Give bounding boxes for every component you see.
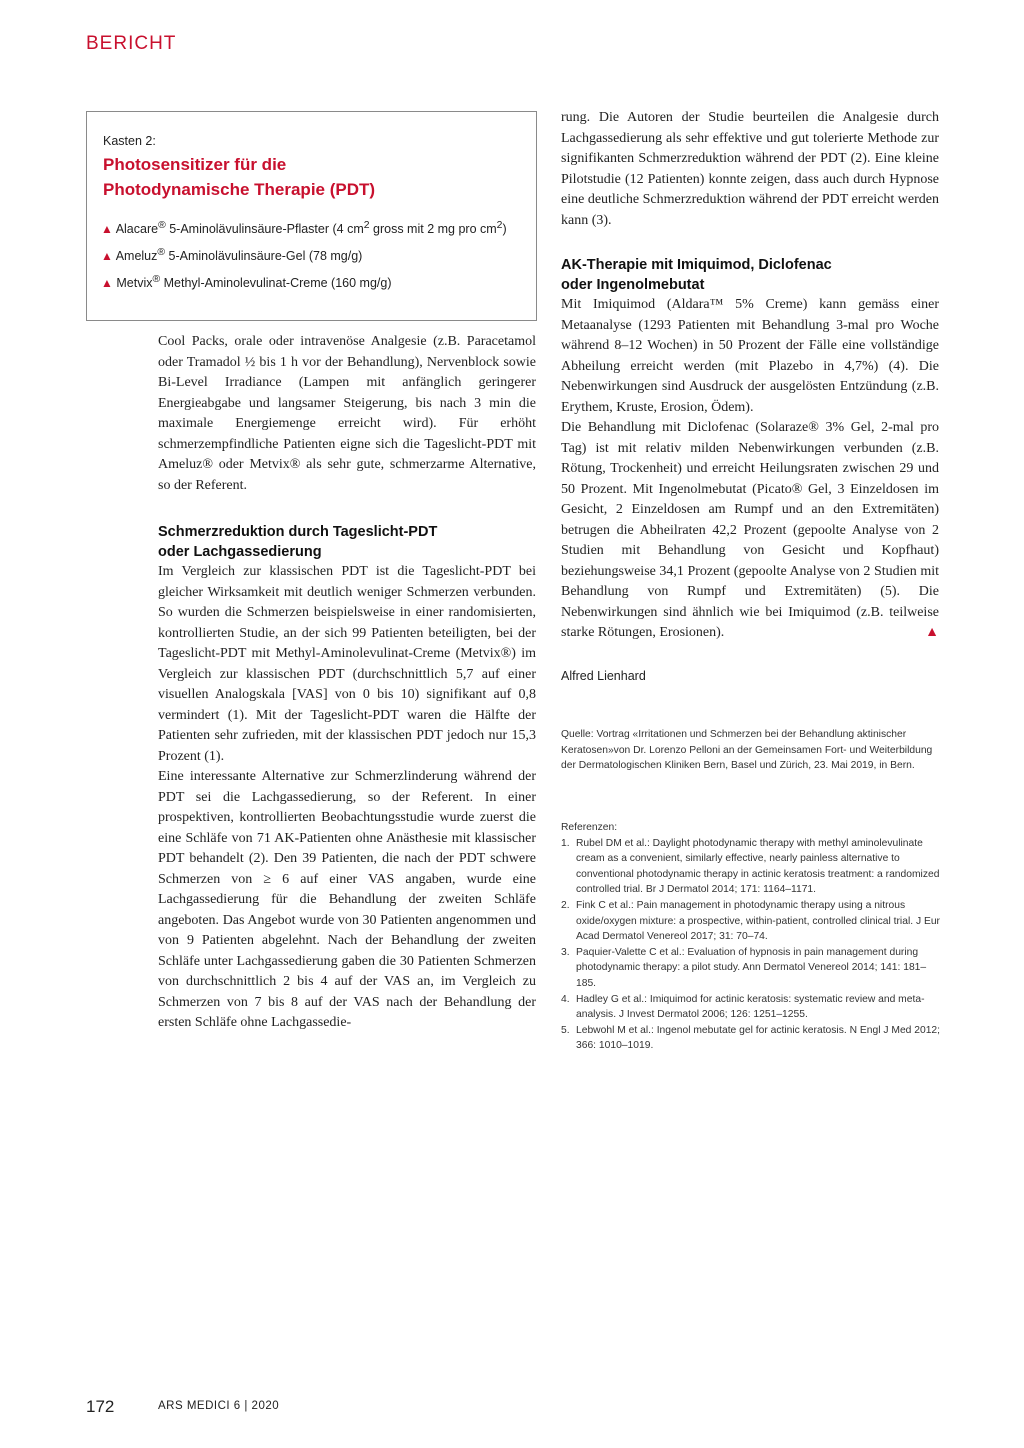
box-list-item: ▲ Ameluz® 5-Aminolävulinsäure-Gel (78 mg/g)	[101, 247, 363, 264]
box-list-item: ▲ Alacare® 5-Aminolävulinsäure-Pflaster (4 $cm^2$ gross mit 2 mg pro $cm^2$)	[101, 220, 507, 237]
info-box	[86, 111, 537, 321]
reference-number: 2.	[561, 899, 570, 911]
reference-text: Hadley G et al.: Imiquimod for actinic keratosis: systematic review and meta-analysis. J Invest Dermatol 2006; 126: 1251–1255.	[576, 993, 925, 1021]
references-list	[561, 836, 941, 1054]
author: Alfred Lienhard	[561, 668, 646, 683]
source-note: Quelle: Vortrag «Irritationen und Schmerzen bei der Behandlung aktinischer Keratosen»von Dr. Lorenzo Pelloni an der Gemeinsamen Fort- und Weiterbildung der Dermatologischen Kliniken Bern, Basel und Zürich, 23. Mai 2019, in Bern.	[561, 729, 933, 772]
reference-text: Lebwohl M et al.: Ingenol mebutate gel for actinic keratosis. N Engl J Med 2012; 366: 1010–1019.	[576, 1024, 941, 1052]
reference-item	[561, 992, 941, 1023]
right-column	[561, 108, 939, 686]
section-label: BERICHT	[86, 33, 177, 54]
end-mark-icon: ▲	[925, 625, 939, 640]
reference-item	[561, 898, 941, 945]
right-heading-line2: oder Ingenolmebutat	[561, 277, 705, 293]
triangle-icon: ▲	[101, 249, 113, 264]
right-heading-line1: AK-Therapie mit Imiquimod, Diclofenac	[561, 257, 832, 273]
reference-item	[561, 836, 941, 898]
reference-text: Rubel DM et al.: Daylight photodynamic therapy with methyl aminolevulinate cream as a convenient, similarly effective, nearly painless alternative to conventional photodynamic therapy in actinic keratosis treatment: a randomized controlled trial. Br J Dermatol 2014; 171: 1164–1171.	[576, 837, 940, 896]
left-paragraph-3: Eine interessante Alternative zur Schmerzlinderung während der PDT sei die Lachgassedierung, so der Referent. In einer prospektiven, kontrollierten Beobachtungsstudie wurde zuerst die eine Schläfe von 71 AK-Patienten ohne Anästhesie mit klassischer PDT behandelt (2). Den 39 Patienten, die nach der PDT schwere Schmerzen von ≥ 6 auf einer VAS angaben, wurde eine Lachgassedierung für die Behandlung der zweiten Schläfe angeboten. Das Angebot wurde von 30 Patienten angenommen und von 9 Patienten abgelehnt. Nach der Behandlung der zweiten Schläfe unter Lachgassedierung gaben die 30 Patienten Schmerzen von durchschnittlich 2 bis 4 auf der VAS an, im Vergleich zu Schmerzen von 7 bis 8 auf der VAS nach der Behandlung der ersten Schläfe ohne Lachgassedie-	[158, 769, 536, 1030]
right-paragraph-1: rung. Die Autoren der Studie beurteilen die Analgesie durch Lachgassedierung als sehr effektive und gut tolerierte Methode zur signifikanten Schmerzreduktion während der PDT (2). Eine kleine Pilotstudie (12 Patienten) konnte zeigen, dass auch durch Hypnose eine deutliche Schmerzreduktion während der PDT erreicht werden kann (3).	[561, 110, 939, 228]
reference-text: Fink C et al.: Pain management in photodynamic therapy using a nitrous oxide/oxygen mixture: a prospective, within-patient, controlled clinical trial. J Eur Acad Dermatol Venereol 2017; 31: 70–74.	[576, 899, 940, 943]
page-footer	[86, 1397, 280, 1417]
reference-number: 5.	[561, 1024, 570, 1036]
reference-item	[561, 945, 941, 992]
product-name: Ameluz	[115, 249, 158, 264]
page-number: 172	[86, 1397, 115, 1416]
reference-number: 4.	[561, 993, 570, 1005]
journal-name: ARS MEDICI 6 | 2020	[158, 1400, 280, 1412]
left-paragraph-2: Im Vergleich zur klassischen PDT ist die Tageslicht-PDT bei gleicher Wirksamkeit mit deutlich weniger Schmerzen verbunden. So wurden die Schmerzen beispielsweise in einer randomisierten, kontrollierten Studie, an der sich 99 Patienten beteiligten, bei der Tageslicht-PDT mit Methyl-Aminolevulinat-Creme (Metvix®) im Vergleich zur klassischen PDT (durchschnittlich 5,7 auf einer visuellen Analogskala [VAS] von 0 bis 10) signifikant auf 0,8 vermindert (1). Mit der Tageslicht-PDT waren die Hälfte der Patienten sehr zufrieden, mit der klassischen PDT jedoch nur 15,3 Prozent (1).	[158, 564, 536, 764]
right-paragraph-3-text: Die Behandlung mit Diclofenac (Solaraze® 3% Gel, 2-mal pro Tag) ist mit relativ milden Nebenwirkungen verbunden (z.B. Rötung, Trockenheit) und erreicht Heilungsraten zwischen 29 und 50 Prozent. Mit Ingenolmebutat (Picato® Gel, 3 Einzeldosen im Gesicht, 2 Einzeldosen am Rumpf und an den Extremitäten) betrugen die Abheilraten 42,2 Prozent (gepoolte Analyse von 2 Studien mit Behandlung von Gesicht und Kopfhaut) beziehungsweise 34,1 Prozent (gepoolte Analyse von 2 Studien mit Behandlung von Rumpf und Extremitäten) (5). Die Nebenwirkungen sind ähnlich wie bei Imiquimod (z.B. teilweise starke Rötungen, Erosionen).	[561, 420, 939, 640]
product-desc: Methyl-Aminolevulinat-Creme (160 mg/g)	[160, 276, 392, 291]
left-heading-line1: Schmerzreduktion durch Tageslicht-PDT	[158, 524, 438, 540]
references-heading: Referenzen:	[561, 822, 618, 833]
right-paragraph-3	[561, 418, 939, 644]
left-paragraph-1: Cool Packs, orale oder intravenöse Analgesie (z.B. Paracetamol oder Tramadol ½ bis 1 h vor der Behandlung), Nervenblock sowie Bi-Level Irradiance (Lampen mit anfänglich geringerer Energieabgabe und langsamer Steigerung, bis nach 3 min die maximale Energiemenge erreicht wird). Für erhöht schmerzempfindliche Patienten eigne sich die Tageslicht-PDT mit Ameluz® oder Metvix® als sehr gute, schmerzarme Alternative, so der Referent.	[158, 334, 536, 493]
references	[561, 820, 941, 1054]
right-paragraph-2: Mit Imiquimod (Aldara™ 5% Creme) kann gemäss einer Metaanalyse (1293 Patienten mit Behandlung 3-mal pro Woche während 8–12 Wochen) in 50 Prozent der Fälle eine vollständige Abheilung erreicht werden (mit Plazebo in 4,7%) (4). Die Nebenwirkungen sind Ausdruck der ausgelösten Entzündung (z.B. Erythem, Kruste, Erosion, Ödem).	[561, 297, 939, 415]
product-name: Alacare	[115, 222, 159, 237]
box-title	[103, 152, 375, 202]
box-list	[101, 217, 521, 298]
product-desc-2: gross mit 2 mg pro cm	[369, 222, 497, 237]
triangle-icon: ▲	[101, 222, 113, 237]
reference-number: 1.	[561, 837, 570, 849]
product-desc-3: )	[502, 222, 507, 237]
left-column	[158, 332, 536, 1034]
box-list-item: ▲ Metvix® Methyl-Aminolevulinat-Creme (160 mg/g)	[101, 274, 392, 291]
product-name: Metvix	[116, 276, 153, 291]
reference-text: Paquier-Valette C et al.: Evaluation of hypnosis in pain management during photodynamic therapy: a pilot study. Ann Dermatol Venereol 2014; 141: 181–185.	[576, 946, 927, 989]
left-heading	[158, 522, 536, 562]
product-desc: 5-Aminolävulinsäure-Gel (78 mg/g)	[165, 249, 363, 264]
reference-item	[561, 1023, 941, 1054]
product-desc: 5-Aminolävulinsäure-Pflaster (4 cm	[165, 222, 364, 237]
box-kicker: Kasten 2:	[103, 134, 156, 148]
right-heading	[561, 255, 939, 295]
box-title-line2: Photodynamische Therapie (PDT)	[103, 180, 376, 199]
left-heading-line2: oder Lachgassedierung	[158, 544, 322, 560]
box-title-line1: Photosensitizer für die	[103, 155, 287, 174]
triangle-icon: ▲	[101, 276, 113, 291]
reference-number: 3.	[561, 946, 570, 958]
